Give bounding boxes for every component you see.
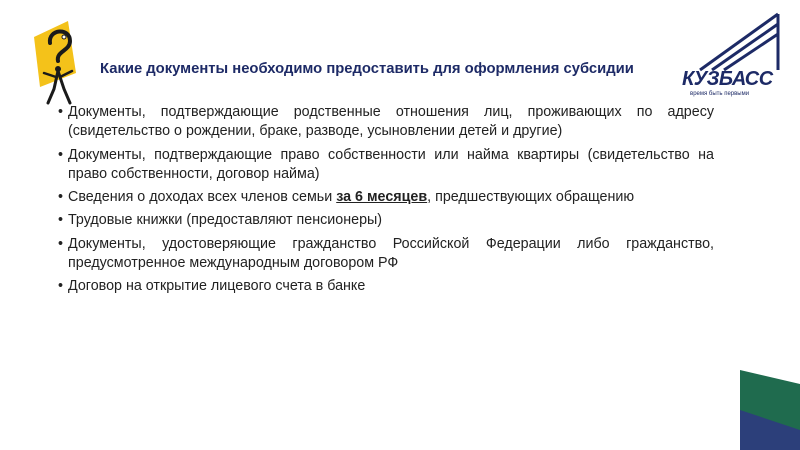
- list-item: • Документы, подтверждающие родственные отношения лиц, проживающих по адресу (свидетельство о рождении, браке, разводе, усыновлении детей и другие): [58, 103, 714, 142]
- list-item: • Документы, подтверждающие право собственности или найма квартиры (свидетельство на право собственности, договор найма): [58, 146, 714, 185]
- document-list: [58, 103, 714, 301]
- logo-wordmark: КУЗБАСС: [682, 68, 773, 90]
- emphasis-period: за 6 месяцев: [336, 189, 428, 206]
- list-item-text: Сведения о доходах всех членов семьи: [68, 189, 337, 206]
- list-item-text: , предшествующих обращению: [427, 189, 635, 206]
- list-item: • Документы, удостоверяющие гражданство Российской Федерации либо гражданство, предусмотренное международным договором РФ: [58, 235, 714, 274]
- question-mascot-icon: [30, 15, 90, 110]
- logo-tagline: время быть первыми: [690, 91, 750, 97]
- corner-decoration-icon: [740, 370, 800, 450]
- list-item: [58, 188, 714, 207]
- list-item: • Трудовые книжки (предоставляют пенсионеры): [58, 211, 714, 230]
- slide-title: Какие документы необходимо предоставить для оформления субсидии: [100, 61, 634, 77]
- list-item: • Договор на открытие лицевого счета в банке: [58, 277, 714, 296]
